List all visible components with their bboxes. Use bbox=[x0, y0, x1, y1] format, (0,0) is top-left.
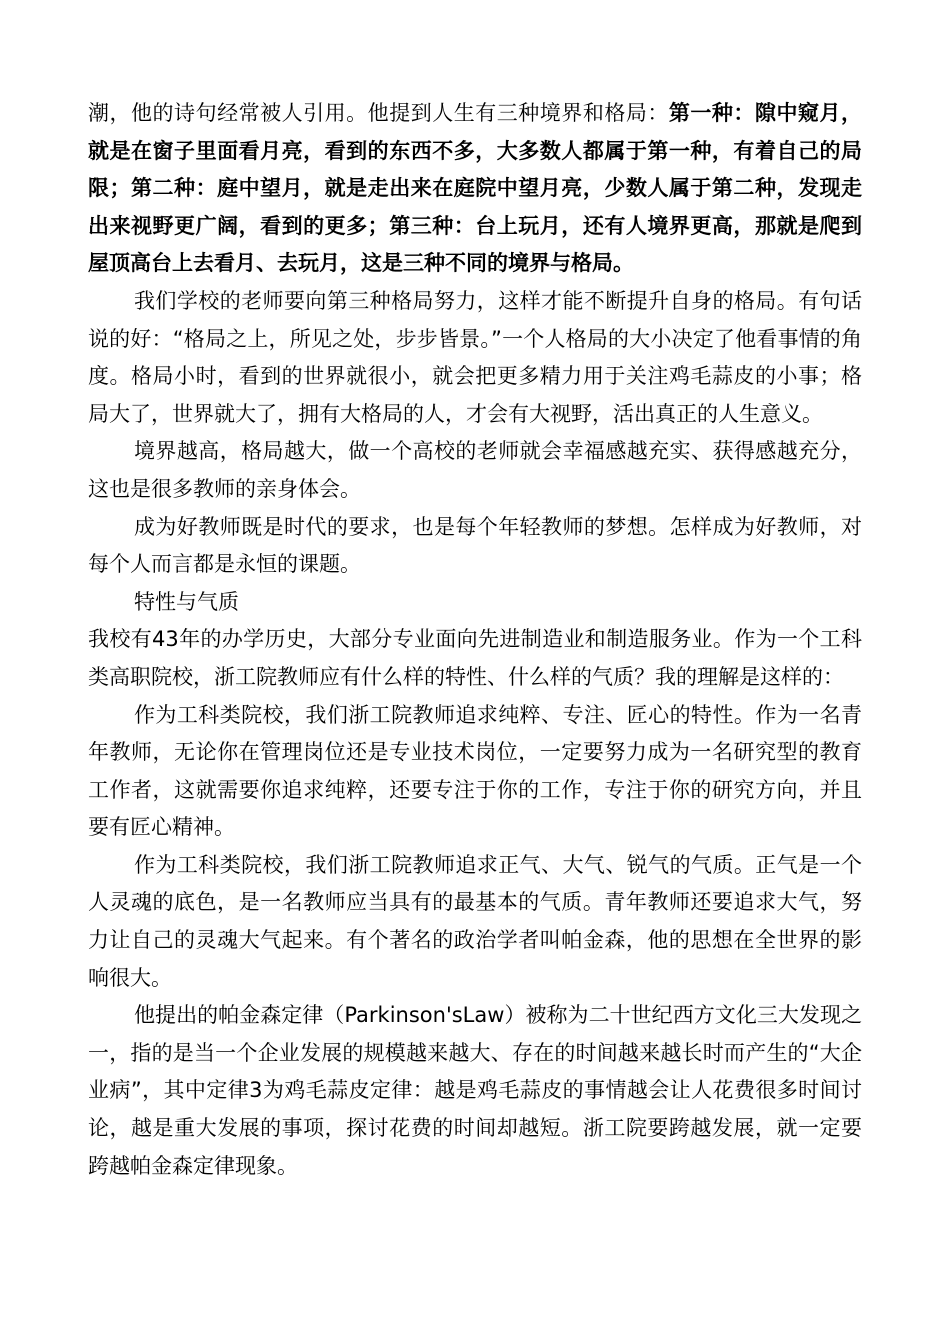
paragraph-parkinson-law: 他提出的帕金森定律（Parkinson'sLaw）被称为二十世纪西方文化三大发现之一，指的是当一个企业发展的规模越来越大、存在的时间越来越长时而产生的“大企业病”，其中定律3为鸡毛蒜皮定律：越是鸡毛蒜皮的事情越会让人花费很多时间讨论，越是重大发展的事项，探讨花费的时间却越短。浙工院要跨越发展，就一定要跨越帕金森定律现象。 bbox=[88, 1003, 862, 1178]
paragraph-three-realms bbox=[88, 95, 862, 283]
paragraph-good-teacher: 成为好教师既是时代的要求，也是每个年轻教师的梦想。怎样成为好教师，对每个人而言都是永恒的课题。 bbox=[88, 514, 862, 577]
paragraph-realm-higher: 境界越高，格局越大，做一个高校的老师就会幸福感越充实、获得感越充分，这也是很多教师的亲身体会。 bbox=[88, 439, 862, 501]
paragraph-school-history: 我校有43年的办学历史，大部分专业面向先进制造业和制造服务业。作为一个工科类高职院校，浙工院教师应有什么样的特性、什么样的气质？我的理解是这样的： bbox=[88, 627, 862, 689]
document-page bbox=[88, 95, 862, 1185]
paragraph-temperament: 作为工科类院校，我们浙工院教师追求正气、大气、锐气的气质。正气是一个人灵魂的底色，是一名教师应当具有的最基本的气质。青年教师还要追求大气，努力让自己的灵魂大气起来。有个著名的政治学者叫帕金森，他的思想在全世界的影响很大。 bbox=[88, 852, 862, 990]
paragraph-pattern: 我们学校的老师要向第三种格局努力，这样才能不断提升自身的格局。有句话说的好：“格局之上，所见之处，步步皆景。”一个人格局的大小决定了他看事情的角度。格局小时，看到的世界就很小，就会把更多精力用于关注鸡毛蒜皮的小事；格局大了，世界就大了，拥有大格局的人，才会有大视野，活出真正的人生意义。 bbox=[88, 288, 862, 426]
paragraph-text: 潮，他的诗句经常被人引用。他提到人生有三种境界和格局： bbox=[88, 101, 669, 125]
paragraph-bold-text: 第一种：隙中窥月，就是在窗子里面看月亮，看到的东西不多，大多数人都属于第一种，有着自己的局限；第二种：庭中望月，就是走出来在庭院中望月亮，少数人属于第二种，发现走出来视野更广阔，看到的更多；第三种：台上玩月，还有人境界更高，那就是爬到屋顶高台上去看月、去玩月，这是三种不同的境界与格局。 bbox=[88, 101, 863, 276]
paragraph-traits: 作为工科类院校，我们浙工院教师追求纯粹、专注、匠心的特性。作为一名青年教师，无论你在管理岗位还是专业技术岗位，一定要努力成为一名研究型的教育工作者，这就需要你追求纯粹，还要专注于你的工作，专注于你的研究方向，并且要有匠心精神。 bbox=[88, 702, 862, 840]
section-heading: 特性与气质 bbox=[134, 589, 239, 614]
